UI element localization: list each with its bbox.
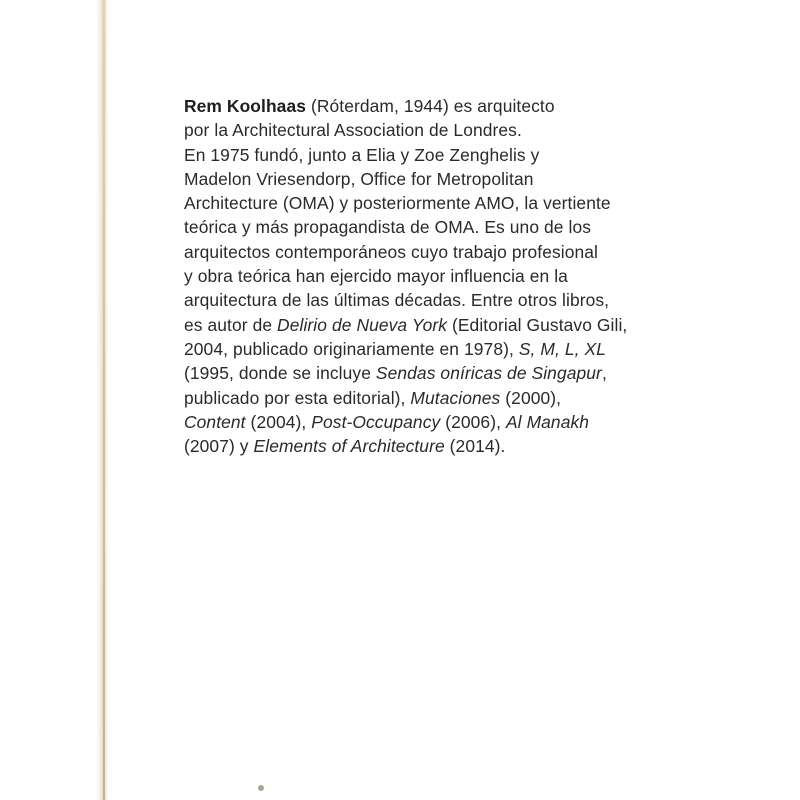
book-title-post-occupancy: Post-Occupancy (311, 411, 441, 432)
bio-line-14: Content (2004), Post-Occupancy (2006), Al Manakh (184, 411, 590, 432)
author-bio-paragraph (184, 94, 724, 458)
bio-line-15: (2007) y Elements of Architecture (2014). (184, 436, 506, 457)
bio-line-2: por la Architectural Association de Londres. (184, 120, 522, 141)
bio-line-3: En 1975 fundó, junto a Elia y Zoe Zenghelis y (184, 144, 540, 165)
bio-line-6: teórica y más propagandista de OMA. Es uno de los (184, 217, 592, 238)
book-title-content: Content (184, 411, 246, 432)
bio-line-8: y obra teórica han ejercido mayor influencia en la (184, 266, 568, 287)
page-speck (258, 785, 264, 791)
bio-line-10: es autor de Delirio de Nueva York (Editorial Gustavo Gili, (184, 314, 628, 335)
bio-line-7: arquitectos contemporáneos cuyo trabajo profesional (184, 241, 599, 262)
bio-line-13: publicado por esta editorial), Mutaciones (2000), (184, 387, 562, 408)
bio-line-9: arquitectura de las últimas décadas. Entre otros libros, (184, 290, 610, 311)
page-spine-shadow (96, 0, 108, 800)
bio-line-11: 2004, publicado originariamente en 1978), S, M, L, XL (184, 338, 606, 359)
book-title-mutaciones: Mutaciones (410, 387, 501, 408)
bio-line-4: Madelon Vriesendorp, Office for Metropolitan (184, 168, 534, 189)
book-title-elements: Elements of Architecture (253, 436, 445, 457)
author-name: Rem Koolhaas (184, 96, 307, 116)
bio-line-1: Rem Koolhaas (Róterdam, 1944) es arquitecto (184, 96, 555, 116)
book-title-delirio: Delirio de Nueva York (277, 314, 448, 335)
book-title-smlxl: S, M, L, XL (518, 338, 606, 359)
book-title-al-manakh: Al Manakh (505, 411, 590, 432)
bio-line-12: (1995, donde se incluye Sendas oníricas de Singapur, (184, 363, 607, 384)
book-title-sendas: Sendas oníricas de Singapur (375, 363, 602, 384)
page-spine-edge (103, 0, 105, 800)
bio-line-5: Architecture (OMA) y posteriormente AMO, la vertiente (184, 193, 611, 214)
